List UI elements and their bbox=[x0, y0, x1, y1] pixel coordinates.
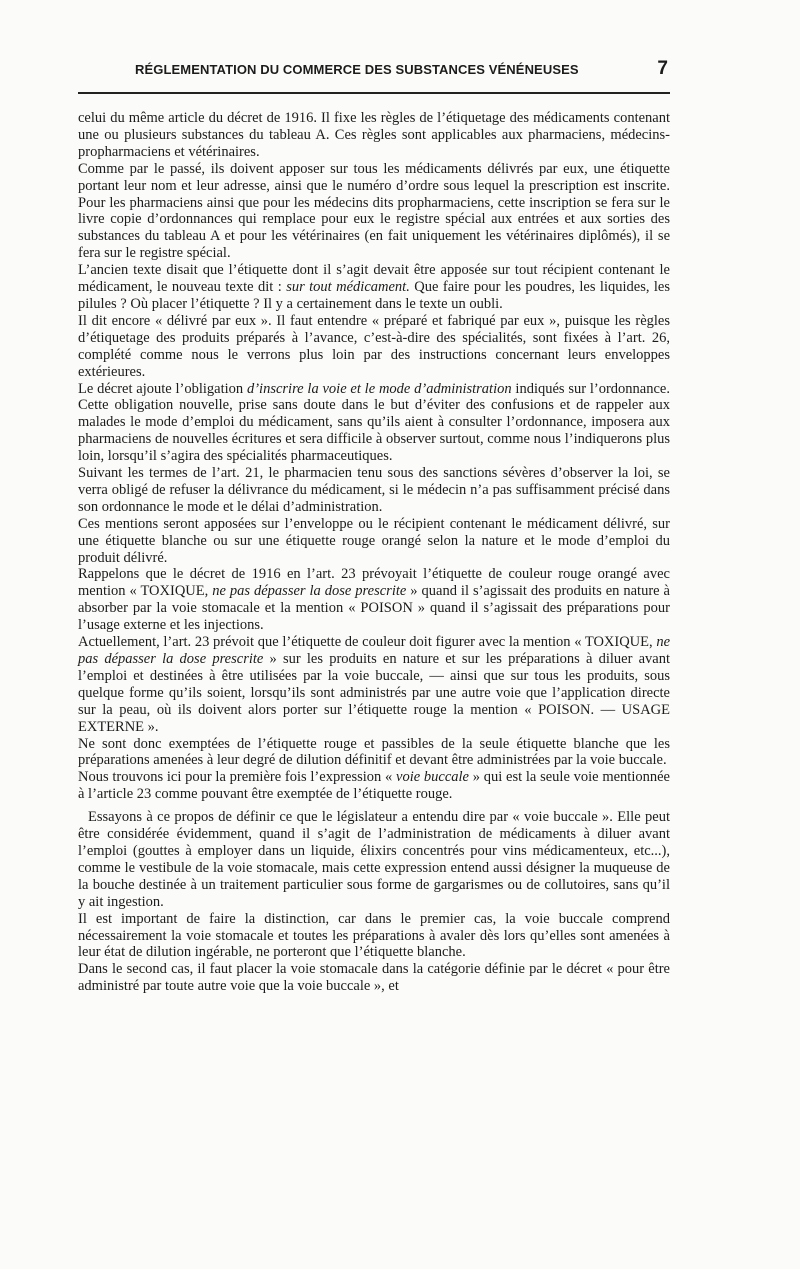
paragraph bbox=[78, 736, 670, 770]
running-header bbox=[78, 52, 670, 86]
text-run: Essayons à ce propos de définir ce que le législateur a entendu dire par « voie buccale ». Elle peut être considérée évidemment, quand il s’agit de l’administration de médicaments à diluer avant l’emploi (gouttes à employer dans un liquide, élixirs concentrés pour vins médicamenteux, etc...), comme le vestibule de la voie stomacale, mais cette expression entend aussi désigner la muqueuse de la bouche destinée à un traitement particulier sous forme de gargarismes ou de collutoires, sans qu’il y ait ingestion. bbox=[78, 809, 670, 910]
page-number: 7 bbox=[657, 58, 668, 79]
body-text bbox=[78, 110, 670, 995]
text-run: celui du même article du décret de 1916. Il fixe les règles de l’étiquetage des médicaments contenant une ou plusieurs substances du tableau A. Ces règles sont applicables aux pharmaciens, médecins-propharmaciens et vétérinaires. bbox=[78, 110, 670, 160]
paragraph bbox=[78, 262, 670, 313]
text-run: Nous trouvons ici pour la première fois l’expression « bbox=[78, 769, 397, 786]
text-run: Dans le second cas, il faut placer la voie stomacale dans la catégorie définie par le décret « pour être administré par toute autre voie que la voie buccale », et bbox=[78, 961, 670, 995]
text-run: Il dit encore « délivré par eux ». Il faut entendre « préparé et fabriqué par eux », puisque les règles d’étiquetage des produits préparés à l’avance, c’est-à-dire des spécialités, sont fixées à l’art. 26, complété comme nous le verrons plus loin par des instructions concernant leurs enveloppes extérieures. bbox=[78, 312, 670, 380]
paragraph bbox=[78, 911, 670, 962]
text-run: » qui est la seule voie mentionnée à l’article 23 comme pouvant être exemptée de l’étiquette rouge. bbox=[78, 769, 670, 803]
text-run: indiqués sur l’ordonnance. Cette obligation nouvelle, prise sans doute dans le but d’éviter des confusions et de rappeler aux malades le mode d’emploi du médicament, sans qu’ils aient à consulter l’ordonnance, imposera aux pharmaciens de nouvelles écritures et sera difficile à observer surtout, comme nous l’indiquerons plus loin, lorsqu’il s’agira des spécialités pharmaceutiques. bbox=[78, 380, 670, 465]
text-run: Suivant les termes de l’art. 21, le pharmacien tenu sous des sanctions sévères d’observer la loi, se verra obligé de refuser la délivrance du médicament, si le médecin n’a pas suffisamment précisé dans son ordonnance le mode et le délai d’administration. bbox=[78, 465, 670, 515]
italic-text: ne pas dépasser la dose prescrite bbox=[78, 634, 670, 667]
paragraph bbox=[78, 381, 670, 466]
text-run: Le décret ajoute l’obligation bbox=[78, 380, 247, 397]
paragraph bbox=[78, 465, 670, 516]
paragraph bbox=[78, 110, 670, 161]
running-title: RÉGLEMENTATION DU COMMERCE DES SUBSTANCES VÉNÉNEUSES bbox=[135, 62, 579, 77]
paragraph bbox=[78, 161, 670, 262]
text-run: Rappelons que le décret de 1916 en l’art. 23 prévoyait l’étiquette de couleur rouge orangé avec mention « TOXIQUE, bbox=[78, 566, 670, 600]
paragraph bbox=[78, 566, 670, 634]
italic-text: ne pas dépasser la dose prescrite bbox=[212, 583, 407, 600]
text-run: Ces mentions seront apposées sur l’enveloppe ou le récipient contenant le médicament délivré, sur une étiquette blanche ou sur une étiquette rouge orangé selon la nature et le mode d’emploi du produit délivré. bbox=[78, 515, 670, 566]
text-run: Ne sont donc exemptées de l’étiquette rouge et passibles de la seule étiquette blanche que les préparations amenées à leur degré de dilution définitif et devant être administrées par la voie buccale. bbox=[78, 735, 670, 769]
paragraph bbox=[78, 634, 670, 735]
italic-text: voie buccale bbox=[396, 769, 469, 786]
italic-text: sur tout médicament. bbox=[286, 279, 410, 296]
text-run: » quand il s’agissait des produits en nature à absorber par la voie stomacale et la mention « POISON » quand il s’agissait des préparations pour l’usage externe et les injections. bbox=[78, 583, 670, 634]
paragraph bbox=[78, 769, 670, 803]
paragraph bbox=[78, 313, 670, 381]
text-run: Comme par le passé, ils doivent apposer sur tous les médicaments délivrés par eux, une étiquette portant leur nom et leur adresse, ainsi que le numéro d’ordre sous lequel la prescription est inscrite. Pour les pharmaciens ainsi que pour les médecins dits propharmaciens, cette inscription se fera sur le livre copie d’ordonnances qui remplace pour eux le registre spécial aux entrées et aux sorties des substances du tableau A et pour les vétérinaires (en fait uniquement les vétérinaires diplômés), il se fera sur le registre spécial. bbox=[78, 160, 670, 262]
text-run: Que faire pour les poudres, les liquides, les pilules ? Où placer l’étiquette ? Il y a certainement dans le texte un oubli. bbox=[78, 279, 670, 312]
text-run: Il est important de faire la distinction, car dans le premier cas, la voie buccale comprend nécessairement la voie stomacale et toutes les préparations à avaler dès lors qu’elles sont amenées à leur état de dilution ingérable, ne porteront que l’étiquette blanche. bbox=[78, 910, 670, 961]
paragraph bbox=[78, 961, 670, 995]
text-run: L’ancien texte disait que l’étiquette dont il s’agit devait être apposée sur tout récipient contenant le médicament, le nouveau texte dit : bbox=[78, 262, 670, 296]
paragraph bbox=[78, 516, 670, 567]
paragraph bbox=[78, 809, 670, 910]
text-run: Actuellement, l’art. 23 prévoit que l’étiquette de couleur doit figurer avec la mention « TOXIQUE, bbox=[78, 634, 657, 651]
italic-text: d’inscrire la voie et le mode d’administration bbox=[246, 380, 512, 397]
text-run: » sur les produits en nature et sur les préparations à diluer avant l’emploi et destinées à être utilisées par la voie buccale, — ainsi que sur tous les produits, sous quelque forme qu’ils soient, lorsqu’ils sont administrés par une autre voie que l’application directe sur la peau, où ils doivent alors porter sur l’étiquette rouge la mention « POISON. — USAGE EXTERNE ». bbox=[78, 651, 671, 735]
header-rule bbox=[78, 92, 670, 94]
page bbox=[78, 52, 670, 995]
